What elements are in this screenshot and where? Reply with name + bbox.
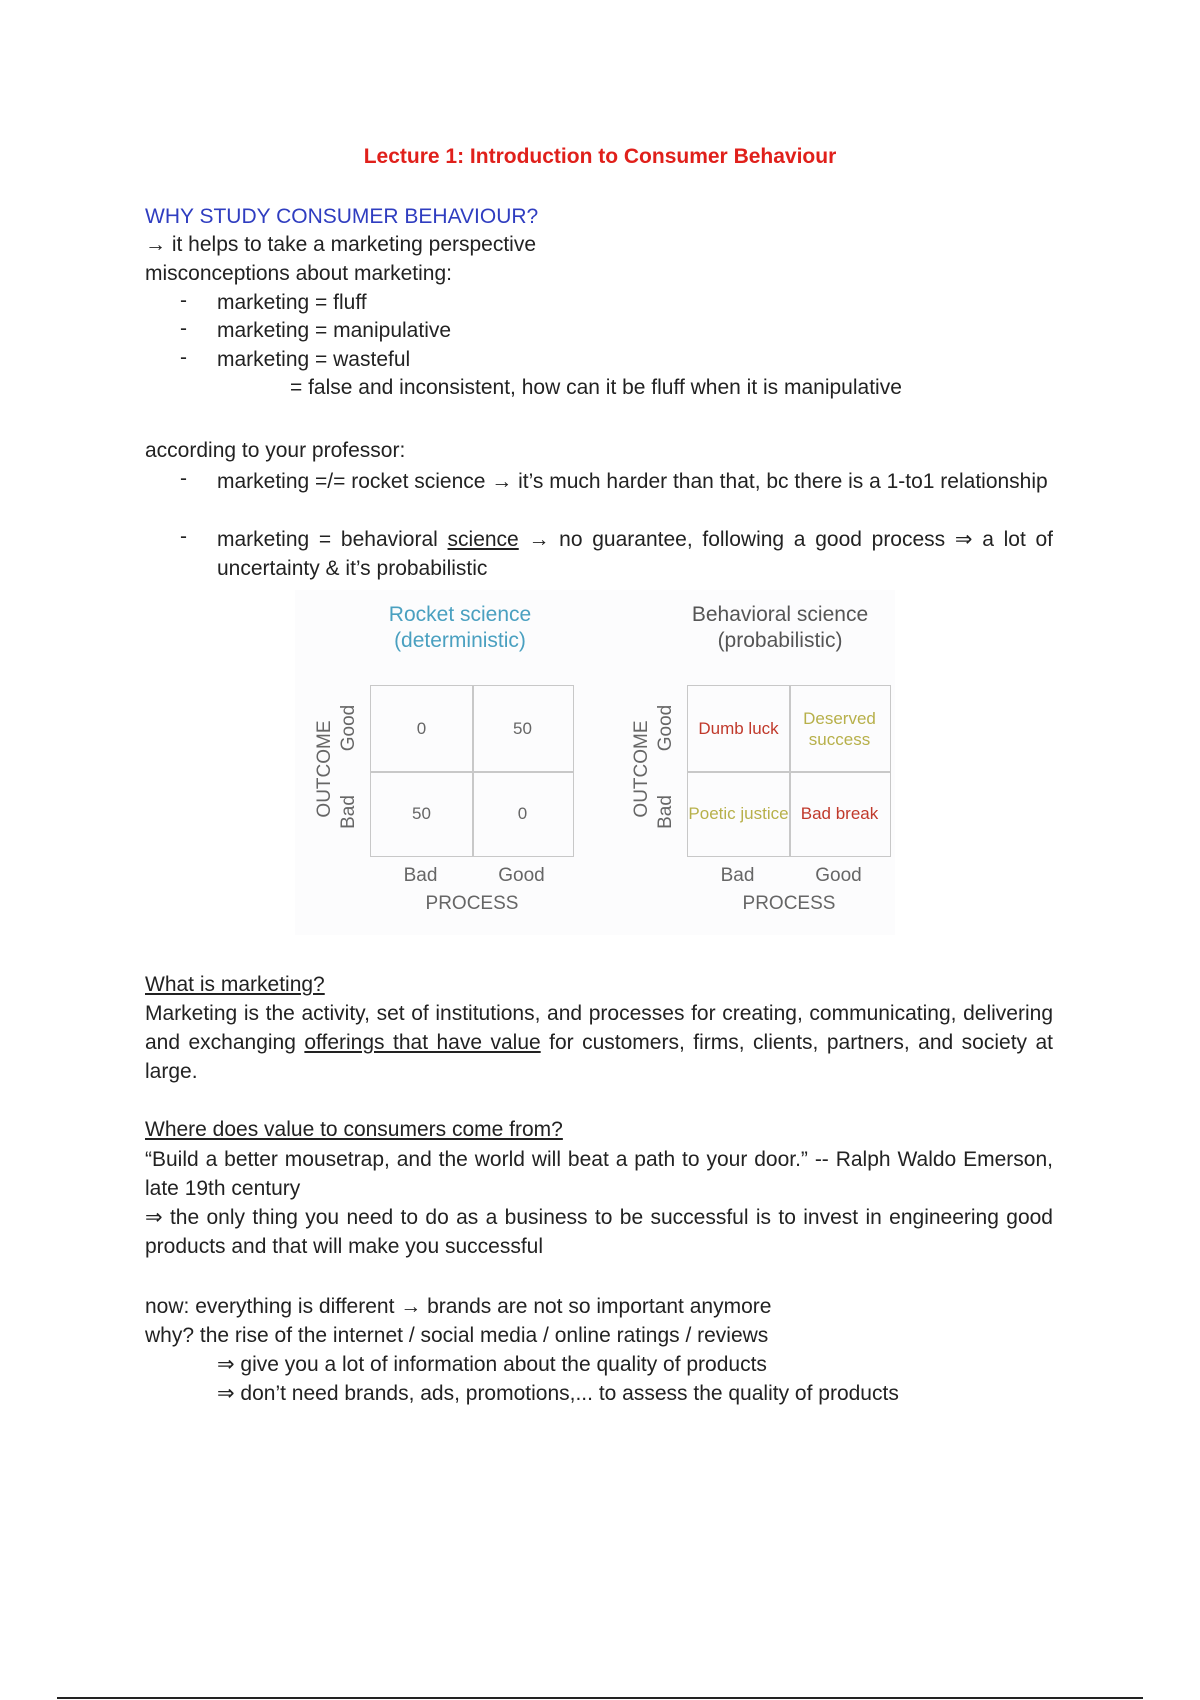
rocket-science-title-line2: (deterministic) <box>394 629 526 652</box>
misconception-wasteful: marketing = wasteful <box>217 348 411 371</box>
definition-underlined: offerings that have value <box>304 1031 541 1054</box>
why-heading: WHY STUDY CONSUMER BEHAVIOUR? <box>145 205 539 228</box>
right-bad-col-label: Bad <box>720 865 755 886</box>
left-process-axis-label: PROCESS <box>425 893 519 914</box>
why-line-misconceptions: misconceptions about marketing: <box>145 262 452 285</box>
value-heading: Where does value to consumers come from? <box>145 1118 563 1141</box>
consequence-information: ⇒ give you a lot of information about the quality of products <box>217 1353 767 1376</box>
cell-good-outcome-bad-process: 0 <box>416 719 427 738</box>
misconception-fluff: marketing = fluff <box>217 291 367 314</box>
behavioral-science-matrix <box>687 685 891 857</box>
right-good-row-label: Good <box>655 704 676 752</box>
professor-intro: according to your professor: <box>145 439 406 462</box>
misconception-conclusion: = false and inconsistent, how can it be fluff when it is manipulative <box>290 376 902 399</box>
footer-rule <box>57 1697 1143 1699</box>
right-process-axis-label: PROCESS <box>742 893 836 914</box>
behavioral-science-title <box>665 602 895 654</box>
left-good-row-label: Good <box>338 704 359 752</box>
cell-dumb-luck: Dumb luck <box>698 719 779 738</box>
bullet-marker: - <box>180 467 187 490</box>
now-line: now: everything is different → brands are not so important anymore <box>145 1295 772 1318</box>
right-outcome-axis-label: OUTCOME <box>631 720 652 818</box>
cell-poetic-justice: Poetic justice <box>688 804 789 823</box>
rocket-science-matrix <box>370 685 574 857</box>
cell-good-outcome-good-process: 50 <box>513 719 532 738</box>
behavioral-science-title-line1: Behavioral science <box>691 603 869 626</box>
rocket-science-title-line1: Rocket science <box>388 603 532 626</box>
why-line-perspective: → it helps to take a marketing perspective <box>145 233 537 256</box>
rocket-science-title <box>360 602 560 654</box>
behavioral-science-underlined: science <box>447 528 519 551</box>
consequence-no-brands: ⇒ don’t need brands, ads, promotions,... to assess the quality of products <box>217 1382 899 1405</box>
professor-rocket-science: marketing =/= rocket science → it’s much harder than that, bc there is a 1-to1 relationship <box>217 470 1048 493</box>
right-good-col-label: Good <box>815 865 862 886</box>
what-is-marketing-heading: What is marketing? <box>145 973 325 996</box>
bullet-marker: - <box>180 346 187 369</box>
cell-bad-outcome-good-process: 0 <box>517 804 528 823</box>
definition-pre: Marketing is the activity, set of institutions, and processes for creating, communicating, delivering and exchanging <box>145 1002 1053 1054</box>
emerson-quote: “Build a better mousetrap, and the world will beat a path to your door.” -- Ralph Waldo Emerson, late 19th century <box>145 1148 1053 1200</box>
definition-post: for customers, firms, clients, partners, and society at large. <box>145 1031 1053 1083</box>
professor-behavioral-science <box>217 525 1053 583</box>
misconception-manipulative: marketing = manipulative <box>217 319 452 342</box>
behavioral-text-pre: marketing = behavioral <box>217 528 448 551</box>
left-bad-col-label: Bad <box>403 865 438 886</box>
left-good-col-label: Good <box>498 865 545 886</box>
bullet-marker: - <box>180 317 187 340</box>
quote-implication: ⇒ the only thing you need to do as a business to be successful is to invest in engineering good products and that will make you successful <box>145 1206 1053 1258</box>
behavioral-text-post: → no guarantee, following a good process ⇒ a lot of uncertainty & it’s probabilistic <box>217 528 1054 580</box>
cell-bad-break: Bad break <box>800 804 879 823</box>
why-line: why? the rise of the internet / social media / online ratings / reviews <box>145 1324 769 1347</box>
right-bad-row-label: Bad <box>655 795 676 829</box>
bullet-marker: - <box>180 525 187 548</box>
process-outcome-figure <box>295 590 895 935</box>
bullet-marker: - <box>180 289 187 312</box>
cell-deserved-success: Deserved success <box>803 708 876 749</box>
left-bad-row-label: Bad <box>338 795 359 829</box>
marketing-definition <box>145 999 1053 1086</box>
page-title: Lecture 1: Introduction to Consumer Behaviour <box>363 145 837 168</box>
behavioral-science-title-line2: (probabilistic) <box>717 629 843 652</box>
left-outcome-axis-label: OUTCOME <box>314 720 335 818</box>
cell-bad-outcome-bad-process: 50 <box>412 804 431 823</box>
